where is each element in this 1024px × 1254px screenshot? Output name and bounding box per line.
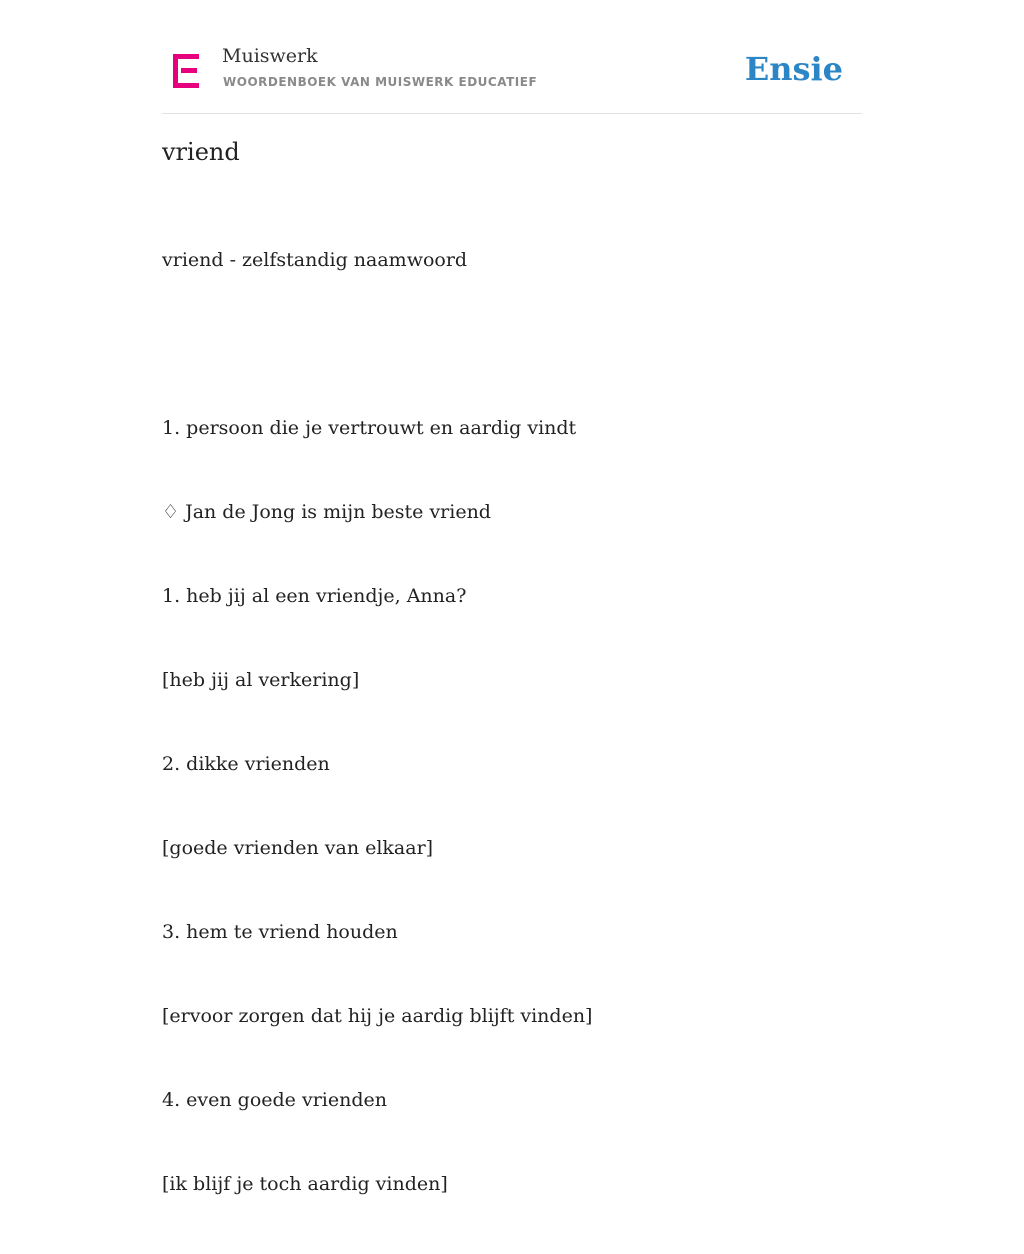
definition-line bbox=[162, 330, 592, 358]
definition-line: ♢ Jan de Jong is mijn beste vriend bbox=[162, 501, 491, 523]
brand-name[interactable]: Muiswerk bbox=[222, 45, 318, 67]
definition-body bbox=[162, 190, 592, 1254]
definition-line: 4. even goede vrienden bbox=[162, 1089, 387, 1111]
definition-line: 1. persoon die je vertrouwt en aardig vindt bbox=[162, 417, 577, 439]
definition-line: 1. heb jij al een vriendje, Anna? bbox=[162, 585, 467, 607]
brand-subtitle: WOORDENBOEK VAN MUISWERK EDUCATIEF bbox=[223, 75, 538, 89]
header bbox=[162, 0, 862, 114]
muiswerk-e-icon[interactable] bbox=[173, 54, 199, 88]
definition-line: [ik blijf je toch aardig vinden] bbox=[162, 1173, 448, 1195]
ensie-logo[interactable]: Ensie bbox=[744, 50, 843, 88]
definition-line: vriend - zelfstandig naamwoord bbox=[162, 249, 468, 271]
definition-line: [goede vrienden van elkaar] bbox=[162, 837, 434, 859]
definition-line: 3. hem te vriend houden bbox=[162, 921, 398, 943]
definition-line: 2. dikke vrienden bbox=[162, 753, 330, 775]
page-container bbox=[162, 0, 862, 1195]
definition-line: [heb jij al verkering] bbox=[162, 669, 360, 691]
page-title: vriend bbox=[162, 138, 240, 166]
definition-line: [ervoor zorgen dat hij je aardig blijft vinden] bbox=[162, 1005, 593, 1027]
